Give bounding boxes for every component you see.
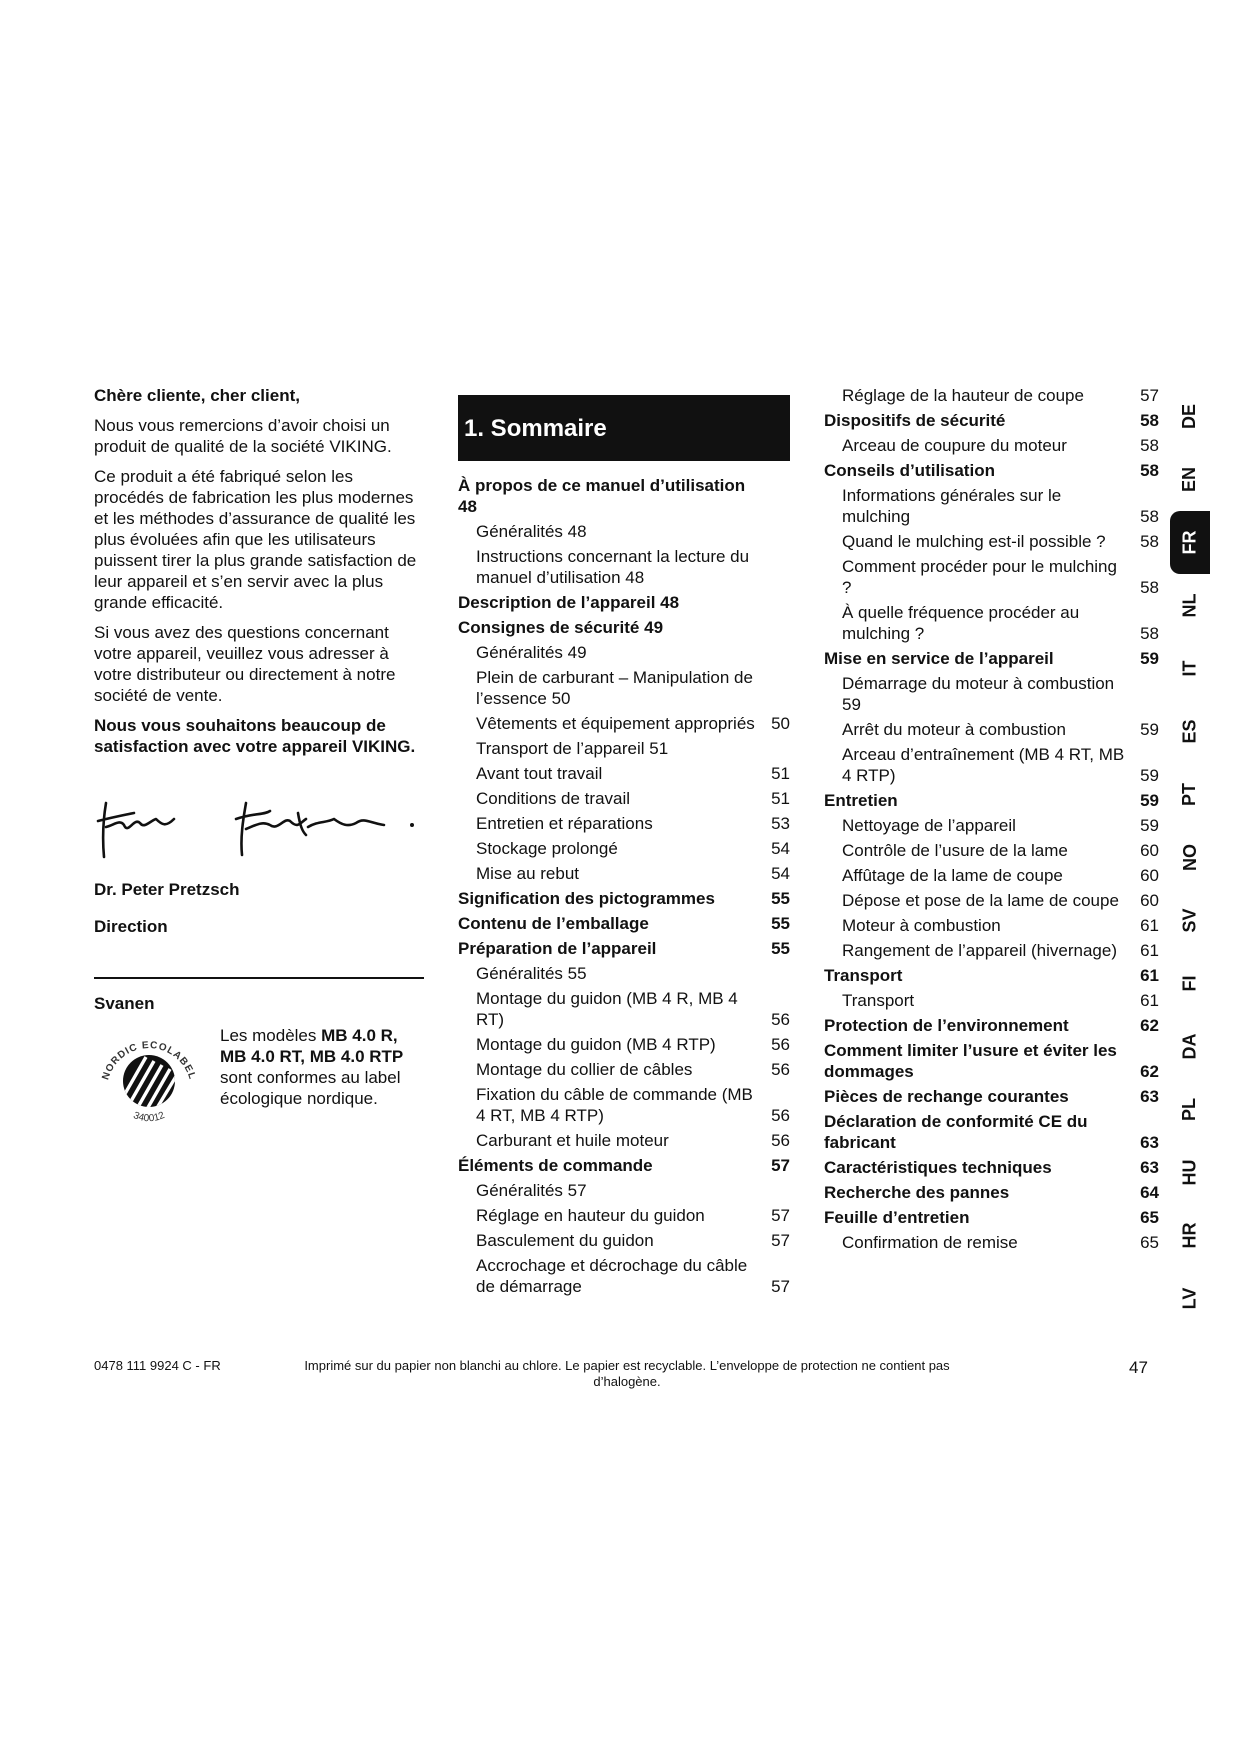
toc-entry-title: Arceau de coupure du moteur [842, 436, 1067, 455]
toc-entry-title: Démarrage du moteur à combustion 59 [842, 674, 1115, 714]
toc-entry [824, 1040, 1159, 1082]
toc-entry [824, 1015, 1159, 1036]
toc-entry [458, 963, 790, 984]
language-tab-label: IT [1179, 660, 1200, 677]
toc-entry-page: 58 [1140, 461, 1159, 480]
toc-entry-title: Protection de l’environnement [824, 1016, 1069, 1035]
toc-entry-title: Avant tout travail [476, 764, 603, 783]
toc-entry [458, 913, 790, 934]
toc-entry [824, 890, 1159, 911]
language-tab-fi[interactable] [1170, 952, 1210, 1015]
toc-entry-page: 63 [1140, 1087, 1159, 1106]
toc-entry [458, 1230, 790, 1251]
toc-entry-page: 64 [1140, 1183, 1159, 1202]
toc-title: 1. Sommaire [458, 395, 790, 461]
toc-entry [458, 788, 790, 809]
language-tab-label: EN [1179, 466, 1200, 493]
toc-entry-title: Mise au rebut [476, 864, 579, 883]
toc-entry-page: 58 [1140, 507, 1159, 526]
toc-entry-title: Montage du guidon (MB 4 R, MB 4 RT) [476, 989, 738, 1029]
toc-entry-title: Description de l’appareil 48 [458, 593, 680, 612]
toc-entry-title: Informations générales sur le mulching [842, 486, 1062, 526]
toc-entry-page: 60 [1140, 891, 1159, 910]
language-tab-label: HU [1179, 1159, 1200, 1186]
toc-entry [824, 1086, 1159, 1107]
language-tab-label: ES [1179, 719, 1200, 744]
toc-entry-page: 61 [1140, 941, 1159, 960]
toc-entry-page: 59 [1140, 816, 1159, 835]
language-tab-da[interactable] [1170, 1015, 1210, 1078]
language-tabs [1170, 385, 1210, 1330]
toc-entry-page: 57 [771, 1206, 790, 1225]
toc-entry [458, 813, 790, 834]
toc-entry [824, 435, 1159, 456]
toc-entry-title: Confirmation de remise [842, 1233, 1018, 1252]
toc-entry [458, 1255, 790, 1297]
toc-entry [824, 1232, 1159, 1253]
language-tab-label: NO [1179, 844, 1200, 871]
toc-entry [458, 546, 790, 588]
toc-entry-page: 59 [1140, 720, 1159, 739]
toc-entry-title: Contrôle de l’usure de la lame [842, 841, 1068, 860]
divider [94, 977, 424, 979]
toc-entry-page: 62 [1140, 1062, 1159, 1081]
toc-entry [458, 1180, 790, 1201]
language-tab-label: PL [1179, 1097, 1200, 1122]
toc-entry-title: Basculement du guidon [476, 1231, 654, 1250]
toc-entry [458, 1084, 790, 1126]
toc-entry-title: Transport de l’appareil 51 [476, 739, 669, 758]
toc-entry-page: 61 [1140, 966, 1159, 985]
toc-entry-title: Recherche des pannes [824, 1183, 1010, 1202]
toc-entry [824, 744, 1159, 786]
toc-entry-page: 51 [771, 764, 790, 783]
toc-entry [458, 938, 790, 959]
toc-entry-title: Entretien et réparations [476, 814, 653, 833]
toc-entry-page: 56 [771, 1106, 790, 1125]
language-tab-pl[interactable] [1170, 1078, 1210, 1141]
toc-entry-page: 57 [1140, 386, 1159, 405]
toc-entry [458, 763, 790, 784]
language-tab-nl[interactable] [1170, 574, 1210, 637]
toc-entry-page: 60 [1140, 841, 1159, 860]
toc-entry-page: 61 [1140, 991, 1159, 1010]
language-tab-pt[interactable] [1170, 763, 1210, 826]
toc-entry [824, 815, 1159, 836]
toc-entry [824, 965, 1159, 986]
toc-entry-page: 63 [1140, 1158, 1159, 1177]
ecolabel-text [220, 1025, 424, 1133]
toc-entry-page: 57 [771, 1156, 790, 1175]
toc-entry [824, 1207, 1159, 1228]
toc-entry-title: Feuille d’entretien [824, 1208, 970, 1227]
toc-entry-title: Généralités 55 [476, 964, 587, 983]
toc-entry-title: Montage du guidon (MB 4 RTP) [476, 1035, 716, 1054]
toc-entry-title: Transport [824, 966, 903, 985]
toc-entry [458, 738, 790, 759]
language-tab-label: NL [1179, 593, 1200, 618]
signer-role: Direction [94, 917, 168, 936]
toc-entry-title: Nettoyage de l’appareil [842, 816, 1016, 835]
language-tab-es[interactable] [1170, 700, 1210, 763]
toc-entry [458, 667, 790, 709]
toc-entry-title: Accrochage et décrochage du câble de démarrage [476, 1256, 748, 1296]
toc-entry-page: 60 [1140, 866, 1159, 885]
toc-column-1 [458, 385, 790, 1301]
language-tab-sv[interactable] [1170, 889, 1210, 952]
toc-entry [824, 410, 1159, 431]
toc-entry [824, 673, 1159, 715]
toc-entry-page: 65 [1140, 1208, 1159, 1227]
paper-note: Imprimé sur du papier non blanchi au chlore. Le papier est recyclable. L’enveloppe de protection ne contient pas d’halogène. [304, 1358, 950, 1389]
toc-entry-title: Quand le mulching est-il possible ? [842, 532, 1106, 551]
toc-entry [824, 719, 1159, 740]
toc-entry [458, 988, 790, 1030]
toc-entry [824, 990, 1159, 1011]
toc-entry [458, 888, 790, 909]
toc-entry-title: Arrêt du moteur à combustion [842, 720, 1066, 739]
language-tab-de[interactable] [1170, 385, 1210, 448]
signer-name: Dr. Peter Pretzsch [94, 880, 240, 899]
toc-column-2 [824, 385, 1159, 1257]
language-tab-fr[interactable] [1170, 511, 1210, 574]
toc-entry-page: 58 [1140, 411, 1159, 430]
toc-entry-title: Caractéristiques techniques [824, 1158, 1052, 1177]
toc-entry-title: Contenu de l’emballage [458, 914, 649, 933]
toc-entry [824, 840, 1159, 861]
language-tab-label: PT [1179, 782, 1200, 807]
toc-entry [458, 713, 790, 734]
toc-entry-title: À propos de ce manuel d’utilisation 48 [458, 476, 746, 516]
toc-entry [824, 531, 1159, 552]
language-tab-label: FR [1179, 530, 1200, 555]
language-tab-label: DA [1179, 1033, 1200, 1060]
toc-entry-page: 57 [771, 1231, 790, 1250]
letter-column [94, 385, 424, 1133]
toc-entry-title: Plein de carburant – Manipulation de l’essence 50 [476, 668, 753, 708]
toc-entry-title: Carburant et huile moteur [476, 1131, 669, 1150]
toc-entry-title: Déclaration de conformité CE du fabricant [824, 1112, 1088, 1152]
toc-entry-title: Généralités 48 [476, 522, 587, 541]
document-code: 0478 111 9924 C - FR [94, 1358, 221, 1373]
toc-entry [824, 1111, 1159, 1153]
toc-entry-title: Généralités 57 [476, 1181, 587, 1200]
toc-entry-title: Préparation de l’appareil [458, 939, 657, 958]
language-tab-it[interactable] [1170, 637, 1210, 700]
toc-entry [458, 1034, 790, 1055]
language-tab-label: FI [1179, 975, 1200, 992]
toc-entry-page: 58 [1140, 436, 1159, 455]
toc-entry-page: 65 [1140, 1233, 1159, 1252]
nordic-ecolabel-icon [94, 1023, 204, 1133]
toc-entry-title: Transport [842, 991, 915, 1010]
toc-entry [824, 915, 1159, 936]
toc-entry [458, 642, 790, 663]
toc-entry [824, 790, 1159, 811]
toc-entry-title: Signification des pictogrammes [458, 889, 715, 908]
language-tab-hu[interactable] [1170, 1141, 1210, 1204]
toc-entry-page: 61 [1140, 916, 1159, 935]
toc-entry-title: Dépose et pose de la lame de coupe [842, 891, 1119, 910]
toc-entry-title: Mise en service de l’appareil [824, 649, 1054, 668]
ecolabel-heading: Svanen [94, 994, 155, 1013]
toc-entry [458, 475, 790, 517]
toc-entry-page: 56 [771, 1060, 790, 1079]
ecolabel-logo-text: NORDIC ECOLABEL [100, 1039, 198, 1082]
toc-entry-page: 58 [1140, 532, 1159, 551]
toc-entry-page: 54 [771, 864, 790, 883]
svg-text:340012 [132, 1110, 167, 1124]
toc-entry [824, 940, 1159, 961]
toc-entry-page: 59 [1140, 766, 1159, 785]
toc-entry-page: 62 [1140, 1016, 1159, 1035]
toc-list-2 [824, 385, 1159, 1253]
toc-entry-title: Éléments de commande [458, 1156, 653, 1175]
toc-entry-title: Moteur à combustion [842, 916, 1001, 935]
toc-list-1 [458, 475, 790, 1297]
letter-closing: Nous vous souhaitons beaucoup de satisfaction avec votre appareil VIKING. [94, 716, 416, 756]
toc-entry-title: Comment limiter l’usure et éviter les dommages [824, 1041, 1117, 1081]
toc-entry [458, 1130, 790, 1151]
toc-entry-page: 58 [1140, 578, 1159, 597]
toc-entry-page: 63 [1140, 1133, 1159, 1152]
language-tab-no[interactable] [1170, 826, 1210, 889]
toc-entry [824, 1182, 1159, 1203]
toc-entry-page: 54 [771, 839, 790, 858]
toc-entry [458, 838, 790, 859]
language-tab-label: LV [1179, 1287, 1200, 1310]
toc-entry-title: Conditions de travail [476, 789, 631, 808]
toc-entry [458, 1059, 790, 1080]
toc-entry-page: 55 [771, 939, 790, 958]
toc-entry-title: Affûtage de la lame de coupe [842, 866, 1063, 885]
ecolabel-section [94, 1023, 424, 1133]
toc-entry [824, 865, 1159, 886]
greeting: Chère cliente, cher client, [94, 386, 300, 405]
toc-entry [824, 385, 1159, 406]
toc-entry-title: Réglage de la hauteur de coupe [842, 386, 1084, 405]
toc-entry-page: 57 [771, 1277, 790, 1296]
letter-paragraph-3: Si vous avez des questions concernant votre appareil, veuillez vous adresser à votre distributeur ou directement à notre société de vente. [94, 623, 396, 705]
toc-entry [824, 460, 1159, 481]
language-tab-label: DE [1179, 403, 1200, 430]
toc-entry-title: Conseils d’utilisation [824, 461, 995, 480]
toc-entry [458, 521, 790, 542]
language-tab-label: SV [1179, 908, 1200, 933]
language-tab-en[interactable] [1170, 448, 1210, 511]
toc-entry-title: Comment procéder pour le mulching ? [842, 557, 1117, 597]
toc-entry [458, 863, 790, 884]
toc-entry-page: 56 [771, 1035, 790, 1054]
toc-entry-title: Dispositifs de sécurité [824, 411, 1006, 430]
ecolabel-logo-number: 340012 [131, 1110, 167, 1125]
toc-entry-title: Pièces de rechange courantes [824, 1087, 1069, 1106]
toc-entry-page: 55 [771, 914, 790, 933]
toc-entry-title: Vêtements et équipement appropriés [476, 714, 755, 733]
toc-entry-page: 59 [1140, 791, 1159, 810]
language-tab-label: HR [1179, 1222, 1200, 1249]
letter-paragraph-2: Ce produit a été fabriqué selon les procédés de fabrication les plus modernes et les méthodes d’assurance de qualité les plus évoluées afin que les utilisateurs puissent tirer la plus grande satisfaction de leur appareil et s’en servir avec la plus grande efficacité. [94, 467, 417, 612]
toc-entry-title: Entretien [824, 791, 898, 810]
language-tab-lv[interactable] [1170, 1267, 1210, 1330]
toc-entry-page: 56 [771, 1010, 790, 1029]
ecolabel-models: MB 4.0 R, MB 4.0 RT, MB 4.0 RTP [220, 1026, 404, 1066]
toc-entry-title: Arceau d’entraînement (MB 4 RT, MB 4 RTP) [842, 745, 1125, 785]
toc-entry [458, 1205, 790, 1226]
ecolabel-text-before: Les modèles [220, 1026, 322, 1045]
toc-entry [824, 485, 1159, 527]
toc-entry-title: Consignes de sécurité 49 [458, 618, 664, 637]
toc-entry-page: 56 [771, 1131, 790, 1150]
language-tab-hr[interactable] [1170, 1204, 1210, 1267]
toc-entry-page: 51 [771, 789, 790, 808]
page-number: 47 [1129, 1358, 1148, 1377]
toc-entry-title: Réglage en hauteur du guidon [476, 1206, 705, 1225]
toc-entry [824, 602, 1159, 644]
toc-entry-page: 58 [1140, 624, 1159, 643]
toc-entry [458, 592, 790, 613]
toc-entry-page: 55 [771, 889, 790, 908]
toc-entry-title: Instructions concernant la lecture du manuel d’utilisation 48 [476, 547, 750, 587]
toc-entry-title: Montage du collier de câbles [476, 1060, 693, 1079]
toc-entry-title: À quelle fréquence procéder au mulching ? [842, 603, 1080, 643]
toc-entry-title: Stockage prolongé [476, 839, 618, 858]
toc-entry-page: 53 [771, 814, 790, 833]
toc-entry [824, 1157, 1159, 1178]
toc-entry-title: Rangement de l’appareil (hivernage) [842, 941, 1117, 960]
toc-entry [458, 1155, 790, 1176]
ecolabel-text-after: sont conformes au label écologique nordique. [220, 1068, 401, 1108]
letter-paragraph-1: Nous vous remercions d’avoir choisi un produit de qualité de la société VIKING. [94, 416, 392, 456]
signature [94, 795, 424, 865]
toc-entry-title: Fixation du câble de commande (MB 4 RT, MB 4 RTP) [476, 1085, 753, 1125]
toc-entry [824, 648, 1159, 669]
toc-entry-title: Généralités 49 [476, 643, 587, 662]
toc-entry-page: 59 [1140, 649, 1159, 668]
toc-entry [458, 617, 790, 638]
toc-entry-page: 50 [771, 714, 790, 733]
toc-entry [824, 556, 1159, 598]
